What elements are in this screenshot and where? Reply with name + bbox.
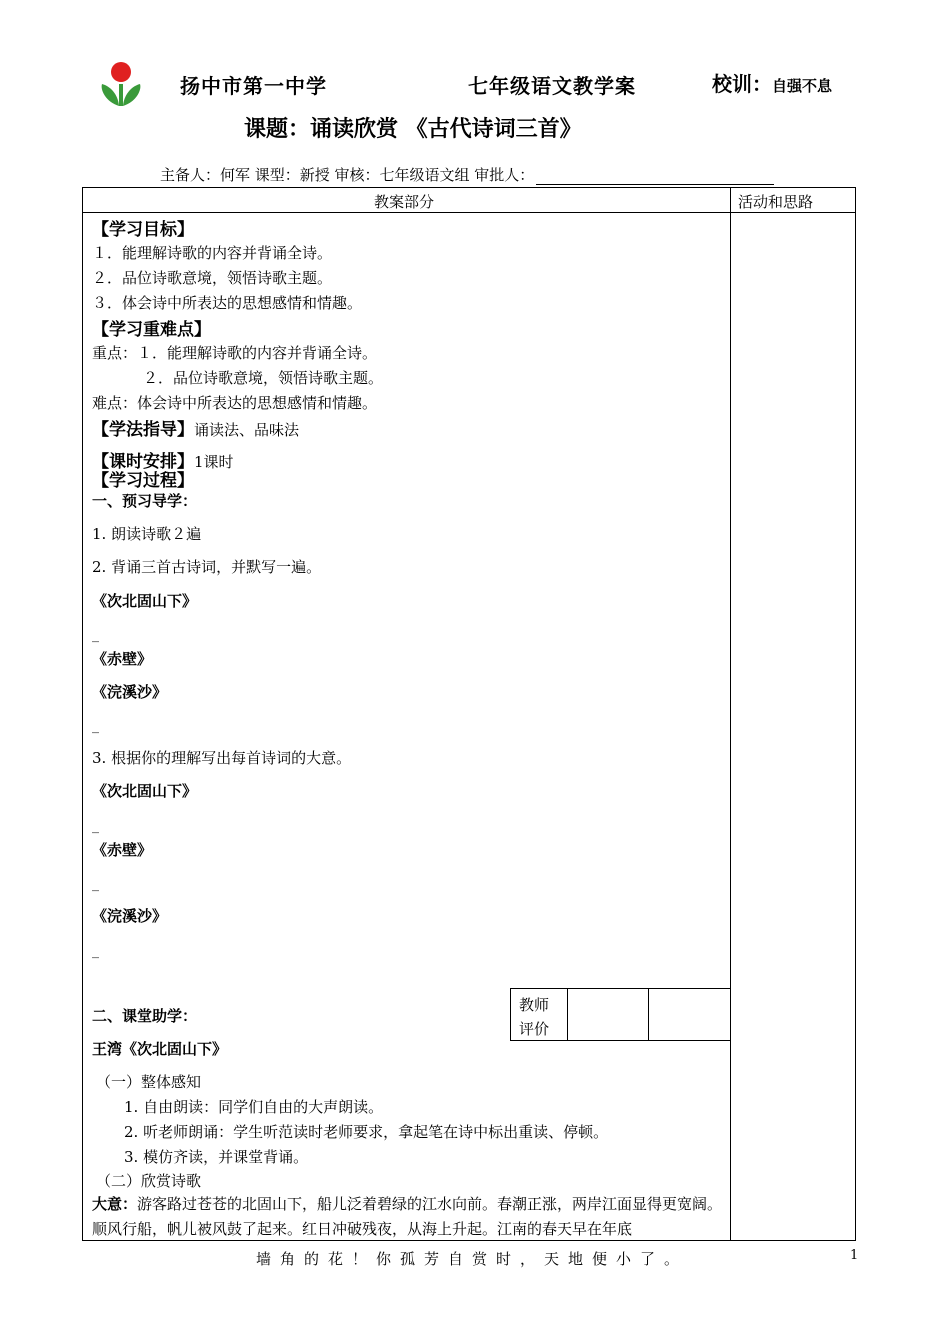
logo-stem xyxy=(119,84,123,106)
column-divider xyxy=(730,187,731,1241)
answer-blank[interactable]: _ xyxy=(92,818,99,834)
task-1: 1. 朗读诗歌２遍 xyxy=(92,525,202,543)
motto-text: 自强不息 xyxy=(772,77,833,95)
goal-item: ２．品位诗歌意境，领悟诗歌主题。 xyxy=(92,269,333,287)
goal-item: ３．体会诗中所表达的思想感情和情趣。 xyxy=(92,294,363,312)
key-point-2: ２．品位诗歌意境，领悟诗歌主题。 xyxy=(143,369,384,387)
column-header-main: 教案部分 xyxy=(374,193,435,211)
lesson-meta xyxy=(160,164,774,185)
poem-meaning xyxy=(92,1192,724,1242)
poem-title: 《浣溪沙》 xyxy=(92,907,168,925)
step-item: 3. 模仿齐读，并课堂背诵。 xyxy=(124,1148,309,1166)
meaning-text: 游客路过苍苍的北固山下，船儿泛着碧绿的江水向前。春潮正涨，两岸江面显得更宽阔。顺风行船，帆儿被风鼓了起来。红日冲破残夜，从海上升起。江南的春天早在年底 xyxy=(92,1195,723,1238)
goal-item: １．能理解诗歌的内容并背诵全诗。 xyxy=(92,244,333,262)
eval-divider xyxy=(648,989,649,1040)
logo-flower xyxy=(111,62,131,82)
poem-title: 《赤壁》 xyxy=(92,650,153,668)
school-logo xyxy=(98,60,144,108)
logo-leaf-right xyxy=(123,84,140,106)
subsection-title: （二）欣赏诗歌 xyxy=(96,1172,202,1190)
goals-title: 【学习目标】 xyxy=(92,220,194,240)
key-point-1: 重点：１．能理解诗歌的内容并背诵全诗。 xyxy=(92,344,378,362)
time-title: 【课时安排】 xyxy=(92,452,194,472)
teacher-evaluation-label: 教师评价 xyxy=(519,996,550,1038)
task-2: 2. 背诵三首古诗词，并默写一遍。 xyxy=(92,558,322,576)
meaning-label: 大意： xyxy=(92,1195,138,1213)
subsection-title: （一）整体感知 xyxy=(96,1073,202,1091)
teacher-evaluation-box xyxy=(510,988,730,1041)
process-title: 【学习过程】 xyxy=(92,471,194,491)
method-line xyxy=(92,415,299,440)
meta-text: 主备人：何军 课型：新授 审核：七年级语文组 审批人： xyxy=(160,166,535,184)
answer-blank[interactable]: _ xyxy=(92,876,99,892)
poem-title: 《次北固山下》 xyxy=(92,592,198,610)
school-name: 扬中市第一中学 xyxy=(180,74,327,98)
column-header-side: 活动和思路 xyxy=(738,193,814,211)
poem-title: 《次北固山下》 xyxy=(92,782,198,800)
page-number: 1 xyxy=(850,1248,859,1263)
difficult-point: 难点：体会诗中所表达的思想感情和情趣。 xyxy=(92,394,378,412)
lesson-title: 课题：诵读欣赏 《古代诗词三首》 xyxy=(244,116,582,142)
header-divider xyxy=(82,212,856,213)
approver-line xyxy=(536,168,774,185)
poem-heading: 王湾《次北固山下》 xyxy=(92,1040,228,1058)
task-3: 3. 根据你的理解写出每首诗词的大意。 xyxy=(92,749,352,767)
time-text: 1课时 xyxy=(194,453,234,471)
method-title: 【学法指导】 xyxy=(92,420,194,440)
method-text: 诵读法、品味法 xyxy=(194,421,300,439)
answer-blank[interactable]: _ xyxy=(92,943,99,959)
part2-title: 二、课堂助学： xyxy=(92,1007,198,1025)
poem-title: 《浣溪沙》 xyxy=(92,683,168,701)
motto-label: 校训： xyxy=(712,72,772,96)
footer-quote: 墙角的花！你孤芳自赏时，天地便小了。 xyxy=(256,1250,689,1268)
plan-title: 七年级语文教学案 xyxy=(468,74,636,98)
logo-leaf-left xyxy=(102,84,119,106)
step-item: 1. 自由朗读：同学们自由的大声朗读。 xyxy=(124,1098,384,1116)
answer-blank[interactable]: _ xyxy=(92,627,99,643)
eval-divider xyxy=(567,989,568,1040)
step-item: 2. 听老师朗诵：学生听范读时老师要求，拿起笔在诗中标出重读、停顿。 xyxy=(124,1123,609,1141)
part1-title: 一、预习导学： xyxy=(92,492,198,510)
poem-title: 《赤壁》 xyxy=(92,841,153,859)
key-title: 【学习重难点】 xyxy=(92,320,211,340)
answer-blank[interactable]: _ xyxy=(92,718,99,734)
school-motto xyxy=(712,68,832,97)
